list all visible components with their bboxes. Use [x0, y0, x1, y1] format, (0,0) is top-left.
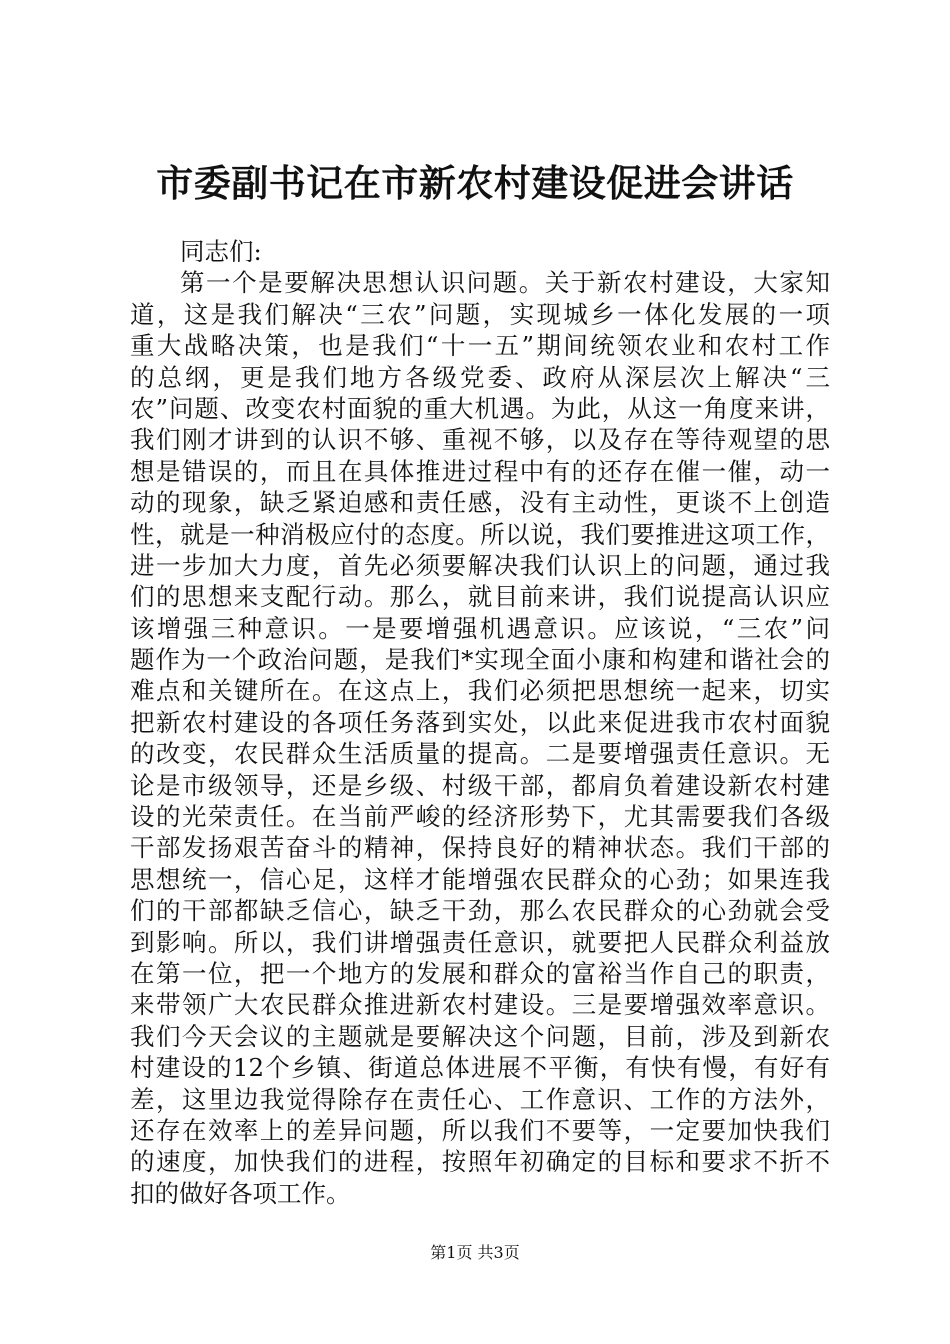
body-lines	[130, 267, 830, 1209]
paragraph-line: 在第一位，把一个地方的发展和群众的富裕当作自己的职责，	[130, 958, 830, 988]
paragraph-line: 重大战略决策，也是我们“十一五”期间统领农业和农村工作	[130, 331, 830, 361]
salutation: 同志们:	[180, 237, 262, 266]
paragraph-line: 难点和关键所在。在这点上，我们必须把思想统一起来，切实	[130, 676, 830, 706]
paragraph-line: 进一步加大力度，首先必须要解决我们认识上的问题，通过我	[130, 550, 830, 580]
paragraph-line: 我们今天会议的主题就是要解决这个问题，目前，涉及到新农	[130, 1021, 830, 1051]
paragraph-line: 题作为一个政治问题，是我们*实现全面小康和构建和谐社会的	[130, 645, 830, 675]
paragraph-line: 干部发扬艰苦奋斗的精神，保持良好的精神状态。我们干部的	[130, 833, 830, 863]
paragraph-line: 设的光荣责任。在当前严峻的经济形势下，尤其需要我们各级	[130, 802, 830, 832]
paragraph-line: 差，这里边我觉得除存在责任心、工作意识、工作的方法外，	[130, 1084, 830, 1114]
paragraph-line: 村建设的12个乡镇、街道总体进展不平衡，有快有慢，有好有	[130, 1053, 830, 1083]
paragraph-line: 第一个是要解决思想认识问题。关于新农村建设，大家知	[180, 268, 830, 298]
paragraph-line: 们的思想来支配行动。那么，就目前来讲，我们说提高认识应	[130, 582, 830, 612]
paragraph-line: 们的干部都缺乏信心，缺乏干劲，那么农民群众的心劲就会受	[130, 896, 830, 926]
paragraph-line: 该增强三种意识。一是要增强机遇意识。应该说，“三农”问	[130, 613, 830, 643]
paragraph-line: 的速度，加快我们的进程，按照年初确定的目标和要求不折不	[130, 1147, 830, 1177]
paragraph-line: 把新农村建设的各项任务落到实处，以此来促进我市农村面貌	[130, 707, 830, 737]
paragraph-line: 道，这是我们解决“三农”问题，实现城乡一体化发展的一项	[130, 299, 830, 329]
document-title: 市委副书记在市新农村建设促进会讲话	[156, 161, 794, 205]
paragraph-line: 的改变，农民群众生活质量的提高。二是要增强责任意识。无	[130, 739, 830, 769]
paragraph-line: 来带领广大农民群众推进新农村建设。三是要增强效率意识。	[130, 990, 830, 1020]
paragraph-line: 论是市级领导，还是乡级、村级干部，都肩负着建设新农村建	[130, 770, 830, 800]
paragraph-line: 我们刚才讲到的认识不够、重视不够，以及存在等待观望的思	[130, 425, 830, 455]
paragraph-line: 性，就是一种消极应付的态度。所以说，我们要推进这项工作，	[130, 519, 830, 549]
paragraph-line: 到影响。所以，我们讲增强责任意识，就要把人民群众利益放	[130, 927, 830, 957]
paragraph-line: 还存在效率上的差异问题，所以我们不要等，一定要加快我们	[130, 1115, 830, 1145]
document-body	[130, 236, 830, 1209]
page-number: 第1页 共3页	[430, 1243, 520, 1262]
paragraph-line: 想是错误的，而且在具体推进过程中有的还存在催一催，动一	[130, 456, 830, 486]
paragraph-line: 的总纲，更是我们地方各级党委、政府从深层次上解决“三	[130, 362, 830, 392]
paragraph-line: 扣的做好各项工作。	[130, 1178, 351, 1208]
paragraph-line: 思想统一，信心足，这样才能增强农民群众的心劲；如果连我	[130, 864, 830, 894]
paragraph-line: 农”问题、改变农村面貌的重大机遇。为此，从这一角度来讲，	[130, 393, 830, 423]
paragraph-line: 动的现象，缺乏紧迫感和责任感，没有主动性，更谈不上创造	[130, 488, 830, 518]
